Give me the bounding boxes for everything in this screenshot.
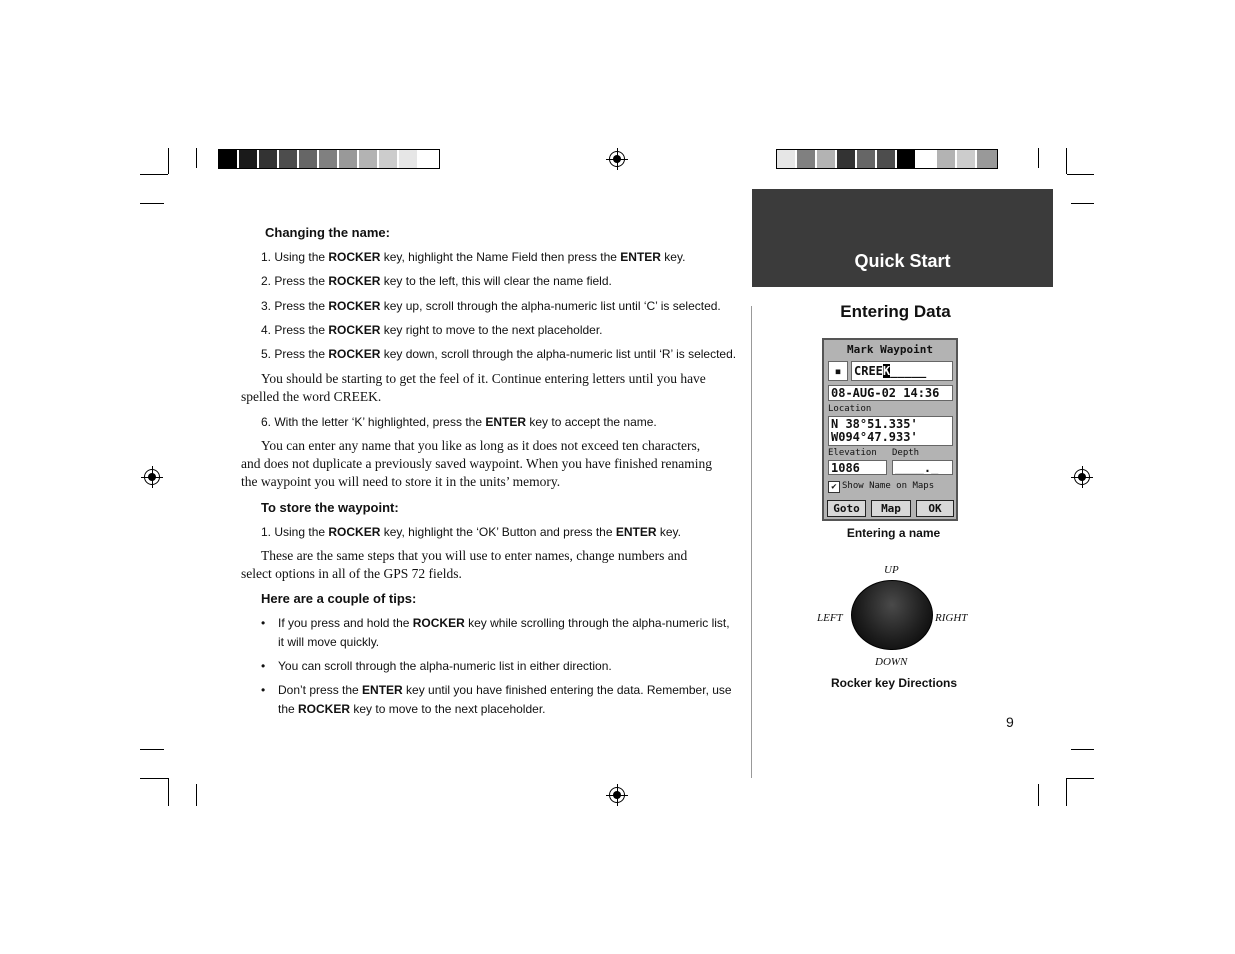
heading-tips: Here are a couple of tips:: [261, 591, 417, 606]
color-swatch: [259, 150, 279, 168]
elevation-label: Elevation: [828, 448, 877, 458]
direction-right-label: RIGHT: [935, 612, 968, 624]
registration-mark-icon: [609, 151, 625, 167]
color-swatch: [777, 150, 797, 168]
location-field[interactable]: N 38°51.335' W094°47.933': [828, 416, 953, 446]
crop-mark: [140, 749, 164, 750]
crop-mark: [140, 174, 168, 175]
crop-mark: [1071, 203, 1094, 204]
ok-button[interactable]: OK: [916, 500, 954, 517]
step-4: 4. Press the ROCKER key right to move to the next placeholder.: [261, 323, 603, 337]
crop-mark: [140, 778, 168, 779]
store-step-1: 1. Using the ROCKER key, highlight the ‘OK’ Button and press the ENTER key.: [261, 525, 681, 539]
gps-screen: [822, 338, 958, 521]
caption-entering-name: Entering a name: [846, 526, 941, 540]
gps-title: Mark Waypoint: [846, 343, 934, 356]
step-3: 3. Press the ROCKER key up, scroll through the alpha-numeric list until ‘C’ is selected.: [261, 299, 721, 313]
waypoint-symbol-icon: ▪: [834, 364, 842, 378]
color-swatch: [379, 150, 399, 168]
crop-mark: [1038, 148, 1039, 168]
symbol-field[interactable]: [828, 361, 848, 381]
direction-left-label: LEFT: [817, 612, 843, 624]
color-swatch: [837, 150, 857, 168]
step-1: 1. Using the ROCKER key, highlight the Name Field then press the ENTER key.: [261, 250, 686, 264]
depth-field[interactable]: ____._: [892, 460, 953, 475]
crop-mark: [1071, 749, 1094, 750]
crop-mark: [196, 148, 197, 168]
color-swatch: [977, 150, 997, 168]
tip-item: • You can scroll through the alpha-numeric list in either direction.: [278, 657, 733, 676]
paragraph-name-rules: You can enter any name that you like as long as it does not exceed ten characters, and does not duplicate a previously saved waypoint. When you have finished renaming the waypoint you will need to store it in the units’ memory.: [241, 438, 713, 489]
location-label: Location: [828, 404, 872, 414]
registration-mark-icon: [609, 787, 625, 803]
registration-mark-icon: [1074, 469, 1090, 485]
datetime-field: 08-AUG-02 14:36: [828, 385, 953, 401]
elevation-field[interactable]: 1086: [828, 460, 887, 475]
tip-item: • If you press and hold the ROCKER key while scrolling through the alpha-numeric list, it will move quickly.: [261, 616, 730, 649]
color-swatch: [957, 150, 977, 168]
direction-down-label: DOWN: [875, 656, 908, 668]
goto-button[interactable]: Goto: [827, 500, 866, 517]
color-swatch: [359, 150, 379, 168]
tip-item: • Don’t press the ENTER key until you have finished entering the data. Remember, use the ROCKER key to move to the next placeholder.: [261, 683, 732, 716]
map-button[interactable]: Map: [871, 500, 911, 517]
registration-mark-icon: [144, 469, 160, 485]
show-name-label: Show Name on Maps: [842, 481, 935, 491]
heading-store-waypoint: To store the waypoint:: [261, 500, 399, 515]
section-tab: [752, 189, 1053, 287]
bullet-icon: •: [261, 616, 266, 630]
column-divider: [751, 306, 752, 778]
crop-mark: [1067, 778, 1094, 779]
color-swatch: [937, 150, 957, 168]
name-field[interactable]: CREEK_____: [851, 361, 953, 381]
color-swatch: [399, 150, 419, 168]
crop-mark: [1067, 174, 1094, 175]
bullet-icon: •: [261, 683, 266, 697]
checkmark-icon: ✔: [831, 482, 837, 492]
tab-title: Quick Start: [854, 251, 951, 271]
caption-rocker: Rocker key Directions: [830, 676, 958, 690]
bullet-icon: •: [261, 659, 266, 673]
crop-mark: [1066, 778, 1067, 806]
color-swatch: [877, 150, 897, 168]
color-calibration-bar: [776, 149, 998, 169]
paragraph-same-steps: These are the same steps that you will use to enter names, change numbers and select options in all of the GPS 72 fields.: [241, 548, 688, 581]
color-swatch: [897, 150, 917, 168]
color-swatch: [339, 150, 359, 168]
crop-mark: [140, 203, 164, 204]
color-swatch: [917, 150, 937, 168]
crop-mark: [1038, 784, 1039, 806]
color-calibration-bar: [218, 149, 440, 169]
name-cursor: K: [882, 364, 891, 378]
color-swatch: [319, 150, 339, 168]
depth-label: Depth: [892, 448, 920, 458]
step-2: 2. Press the ROCKER key to the left, this will clear the name field.: [261, 274, 612, 288]
step-6: 6. With the letter ‘K’ highlighted, press the ENTER key to accept the name.: [261, 415, 657, 429]
paragraph-feel: You should be starting to get the feel of it. Continue entering letters until you have spelled the word CREEK.: [241, 371, 706, 404]
section-title: Entering Data: [840, 302, 951, 321]
crop-mark: [168, 778, 169, 806]
direction-up-label: UP: [884, 564, 899, 576]
color-swatch: [857, 150, 877, 168]
color-swatch: [279, 150, 299, 168]
crop-mark: [168, 148, 169, 174]
color-swatch: [219, 150, 239, 168]
page-number: 9: [1006, 714, 1014, 730]
color-swatch: [239, 150, 259, 168]
show-name-checkbox[interactable]: [828, 481, 840, 493]
color-swatch: [817, 150, 837, 168]
crop-mark: [196, 784, 197, 806]
crop-mark: [1066, 148, 1067, 174]
color-swatch: [419, 150, 439, 168]
color-swatch: [797, 150, 817, 168]
rocker-key-icon: [851, 580, 933, 650]
heading-changing-name: Changing the name:: [265, 225, 390, 240]
color-swatch: [299, 150, 319, 168]
step-5: 5. Press the ROCKER key down, scroll through the alpha-numeric list until ‘R’ is selected.: [261, 347, 737, 361]
